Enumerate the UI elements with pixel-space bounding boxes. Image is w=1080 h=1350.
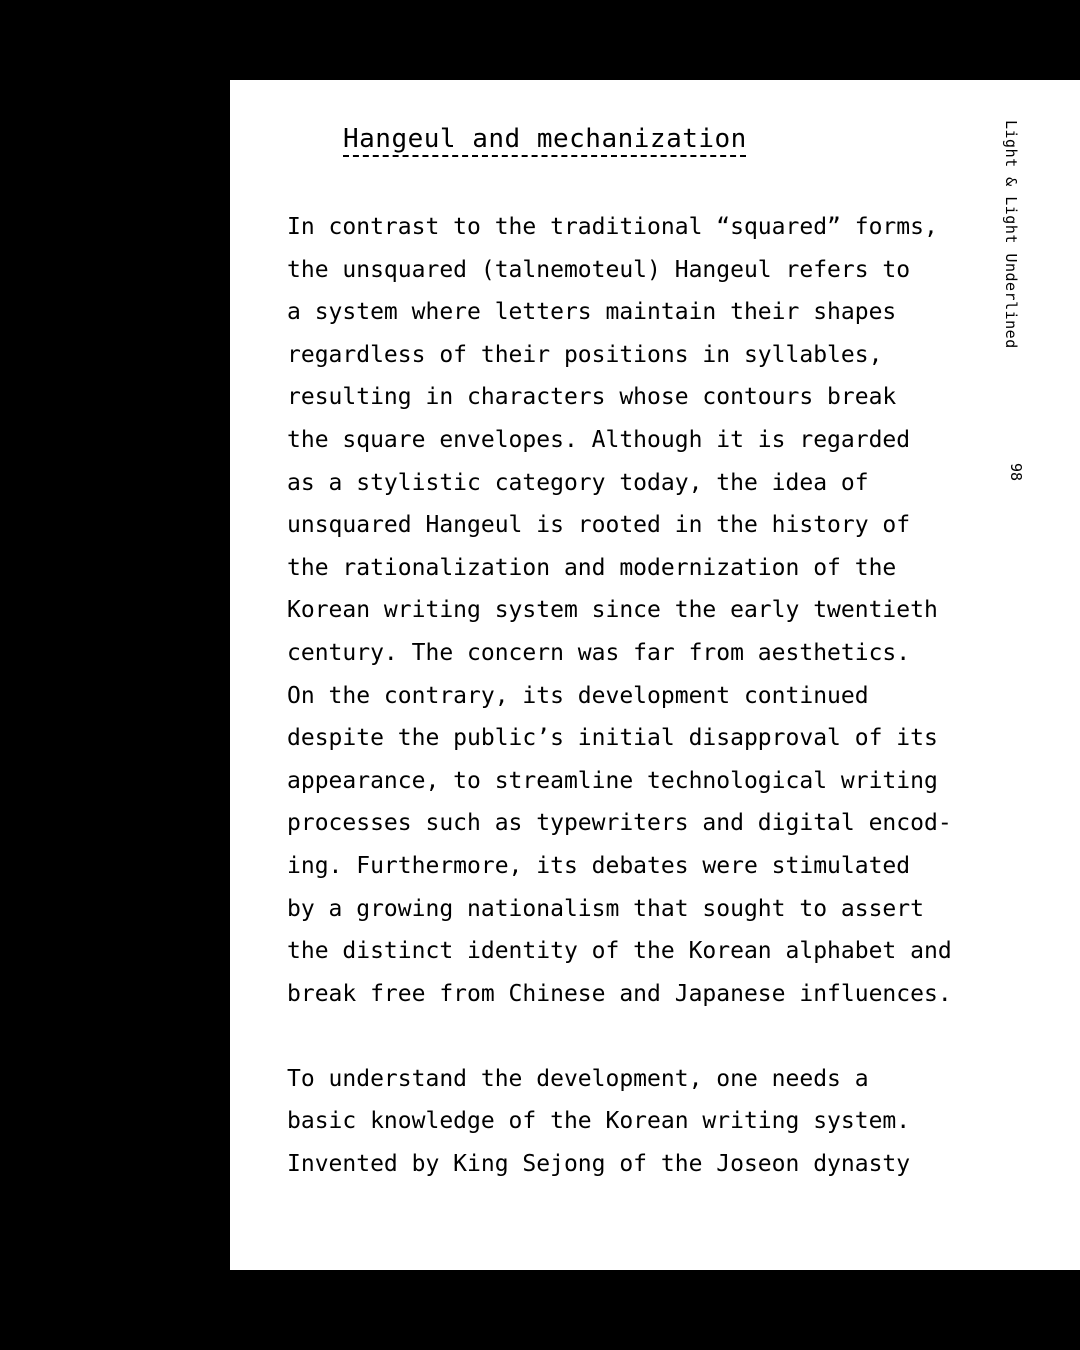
paragraph-gap (287, 1015, 987, 1058)
text-line: unsquared Hangeul is rooted in the history of (287, 512, 911, 539)
text-line: Korean writing system since the early twentieth (287, 597, 938, 624)
book-page (230, 80, 1080, 1270)
text-line: despite the public’s initial disapproval of its (287, 725, 938, 752)
text-line: break free from Chinese and Japanese influences. (287, 980, 952, 1007)
page-number: 98 (1007, 463, 1025, 482)
text-line: century. The concern was far from aesthetics. (287, 639, 911, 666)
text-line: On the contrary, its development continued (287, 682, 869, 709)
text-line: the rationalization and modernization of the (287, 554, 897, 581)
text-line: Invented by King Sejong of the Joseon dynasty (287, 1151, 911, 1178)
section-heading (343, 124, 747, 154)
text-line: basic knowledge of the Korean writing system. (287, 1108, 911, 1135)
text-line: In contrast to the traditional “squared” forms, (287, 214, 938, 240)
section-heading-text: Hangeul and mechanization (343, 124, 747, 154)
text-line: the unsquared (talnemoteul) Hangeul refers to (287, 256, 911, 283)
text-line: the square envelopes. Although it is regarded (287, 426, 911, 453)
text-line: To understand the development, one needs a (287, 1065, 869, 1092)
paragraph-2 (287, 1058, 987, 1186)
text-line: as a stylistic category today, the idea of (287, 469, 869, 496)
text-line: resulting in characters whose contours break (287, 384, 897, 411)
text-line: a system where letters maintain their shapes (287, 299, 897, 326)
paragraph-1 (287, 206, 987, 1015)
text-line: regardless of their positions in syllables, (287, 341, 883, 368)
text-line: processes such as typewriters and digital encod- (287, 810, 952, 837)
text-line: ing. Furthermore, its debates were stimulated (287, 852, 911, 879)
body-text (287, 206, 987, 1186)
running-title: Light & Light Underlined (1002, 120, 1020, 349)
text-line: appearance, to streamline technological writing (287, 767, 938, 794)
text-line: by a growing nationalism that sought to assert (287, 895, 924, 922)
text-line: the distinct identity of the Korean alphabet and (287, 938, 952, 965)
